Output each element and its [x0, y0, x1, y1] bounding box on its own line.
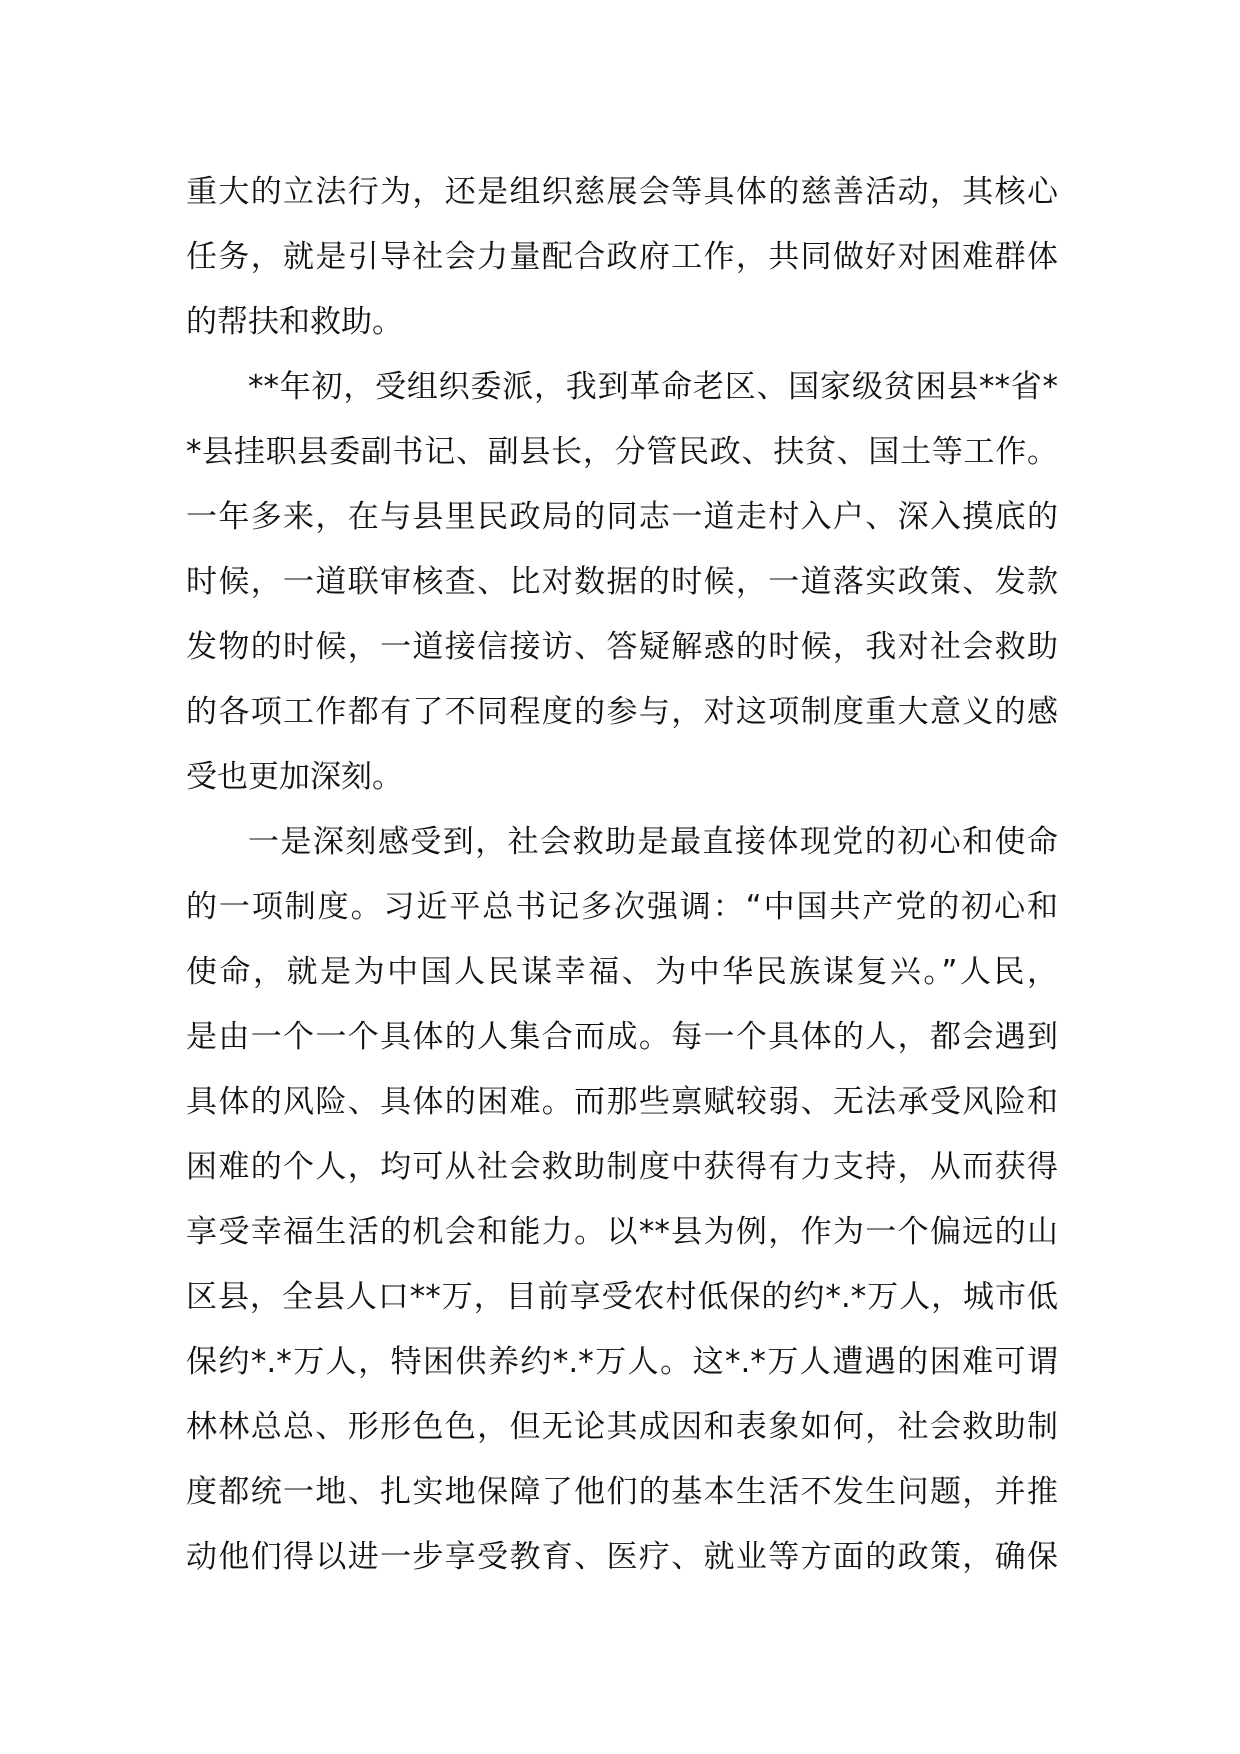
text-line: 时候，一道联审核查、比对数据的时候，一道落实政策、发款 — [186, 564, 1058, 600]
text-line: 具体的风险、具体的困难。而那些禀赋较弱、无法承受风险和 — [186, 1084, 1058, 1120]
text-line: 一是深刻感受到，社会救助是最直接体现党的初心和使命 — [248, 824, 1058, 860]
text-line: **年初，受组织委派，我到革命老区、国家级贫困县**省* — [248, 369, 1058, 405]
text-line: 任务，就是引导社会力量配合政府工作，共同做好对困难群体 — [186, 239, 1058, 275]
text-line: 是由一个一个具体的人集合而成。每一个具体的人，都会遇到 — [186, 1019, 1058, 1055]
text-line: 林林总总、形形色色，但无论其成因和表象如何，社会救助制 — [186, 1409, 1058, 1445]
text-line: 度都统一地、扎实地保障了他们的基本生活不发生问题，并推 — [186, 1474, 1058, 1510]
text-line: *县挂职县委副书记、副县长，分管民政、扶贫、国土等工作。 — [186, 434, 1058, 470]
body-text — [186, 160, 1058, 1590]
text-line: 使命，就是为中国人民谋幸福、为中华民族谋复兴。”人民， — [186, 954, 1058, 990]
text-line: 保约*.*万人，特困供养约*.*万人。这*.*万人遭遇的困难可谓 — [186, 1344, 1058, 1380]
text-line: 区县，全县人口**万，目前享受农村低保的约*.*万人，城市低 — [186, 1279, 1058, 1315]
text-line: 困难的个人，均可从社会救助制度中获得有力支持，从而获得 — [186, 1149, 1058, 1185]
text-line: 一年多来，在与县里民政局的同志一道走村入户、深入摸底的 — [186, 499, 1058, 535]
text-line: 的帮扶和救助。 — [186, 304, 403, 340]
text-line: 的一项制度。习近平总书记多次强调：“中国共产党的初心和 — [186, 889, 1058, 925]
text-line: 重大的立法行为，还是组织慈展会等具体的慈善活动，其核心 — [186, 174, 1058, 210]
text-line: 动他们得以进一步享受教育、医疗、就业等方面的政策，确保 — [186, 1539, 1058, 1575]
text-line: 发物的时候，一道接信接访、答疑解惑的时候，我对社会救助 — [186, 629, 1058, 665]
text-line: 享受幸福生活的机会和能力。以**县为例，作为一个偏远的山 — [186, 1214, 1058, 1250]
text-line: 受也更加深刻。 — [186, 759, 403, 795]
text-line: 的各项工作都有了不同程度的参与，对这项制度重大意义的感 — [186, 694, 1058, 730]
